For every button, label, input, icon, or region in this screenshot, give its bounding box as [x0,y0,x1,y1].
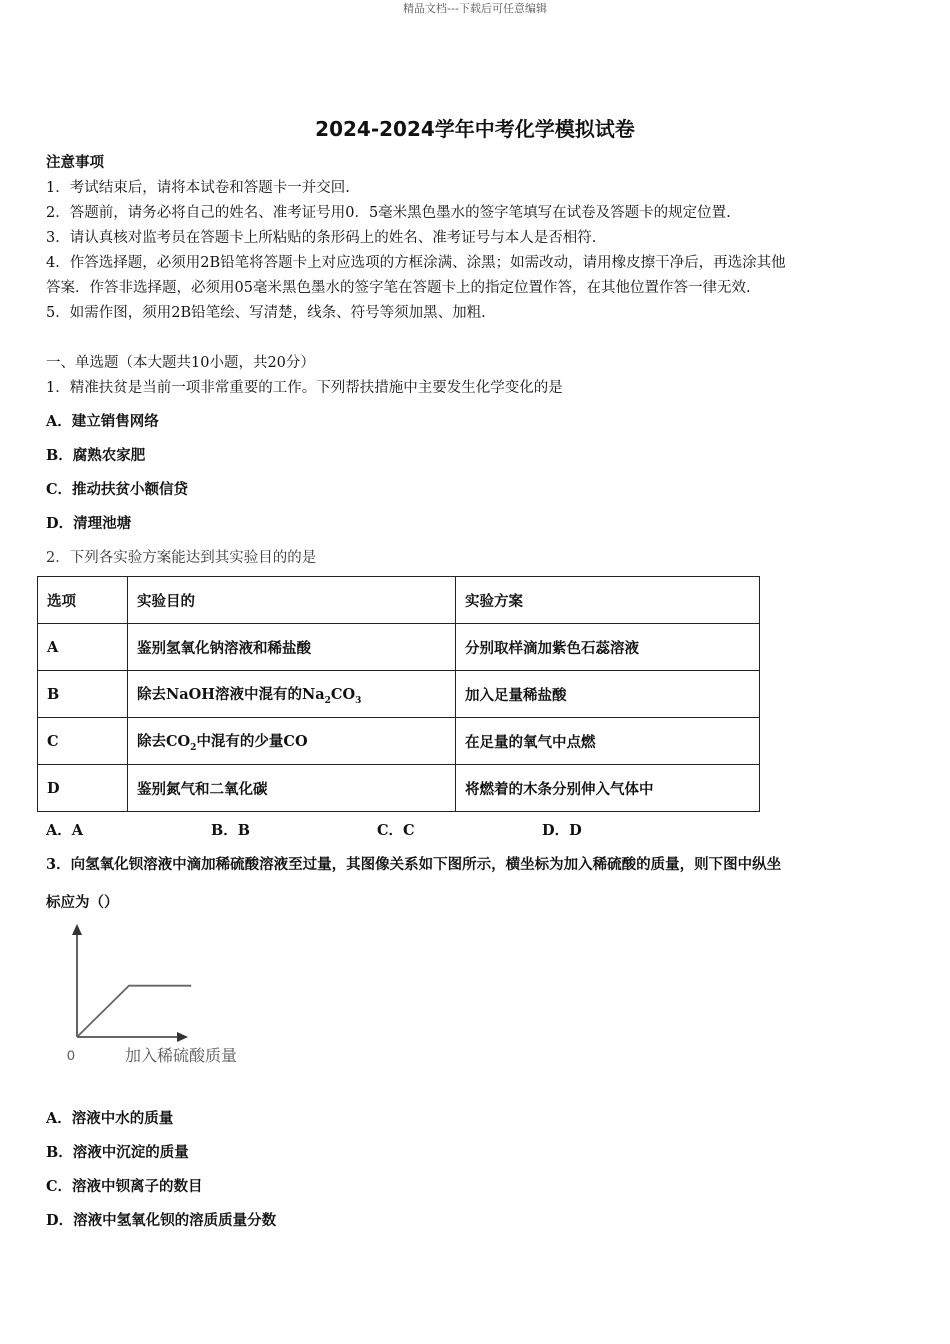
subscript: 2 [324,695,331,706]
exam-title: 2024-2024学年中考化学模拟试卷 [315,117,635,141]
q2-choice-d: D．D [542,822,582,839]
notice-item-4-cont: 答案．作答非选择题，必须用05毫米黑色墨水的签字笔在答题卡上的指定位置作答，在其他位置作答一律无效. [46,280,751,296]
notice-item-2: 2．答题前，请务必将自己的姓名、准考证号用0．5毫米黑色墨水的签字笔填写在试卷及答题卡的规定位置. [46,205,731,221]
row-goal [128,624,456,671]
series-line [77,986,191,1037]
row-option: A [38,624,128,671]
q3-option-d: D．溶液中氢氧化钡的溶质质量分数 [46,1212,277,1229]
q1-option-c: C．推动扶贫小额信贷 [46,481,189,498]
q3-option-a: A．溶液中水的质量 [46,1110,174,1127]
row-plan: 将燃着的木条分别伸入气体中 [456,765,760,812]
header-plan: 实验方案 [456,577,760,624]
notice-item-1: 1．考试结束后，请将本试卷和答题卡一并交回. [46,180,350,196]
page-header: 精品文档---下载后可任意编辑 [403,2,547,15]
q3-stem-line1: 3．向氢氧化钡溶液中滴加稀硫酸溶液至过量，其图像关系如下图所示，横坐标为加入稀硫酸的质量，则下图中纵坐 [46,856,782,873]
q2-choice-a: A．A [46,822,84,839]
row-option: C [38,718,128,765]
section-heading: 一、单选题（本大题共10小题，共20分） [46,355,315,371]
q2-table [37,576,760,812]
row-plan: 加入足量稀盐酸 [456,671,760,718]
q2-choice-c: C．C [377,822,415,839]
row-option: B [38,671,128,718]
q3-option-b: B．溶液中沉淀的质量 [46,1144,189,1161]
subscript: 2 [190,742,197,753]
subscript: 3 [355,695,362,706]
table-row [38,671,760,718]
q1-option-a: A．建立销售网络 [46,413,159,430]
header-goal: 实验目的 [128,577,456,624]
goal-text: 除去CO [137,732,191,750]
origin-label: 0 [67,1047,75,1063]
row-plan: 分别取样滴加紫色石蕊溶液 [456,624,760,671]
notice-item-3: 3．请认真核对监考员在答题卡上所粘贴的条形码上的姓名、准考证号与本人是否相符. [46,230,597,246]
notice-item-5: 5．如需作图，须用2B铅笔绘、写清楚，线条、符号等须加黑、加粗. [46,305,486,321]
table-row [38,765,760,812]
notice-heading: 注意事项 [46,154,104,171]
row-goal [128,765,456,812]
goal-text: 鉴别氮气和二氧化碳 [137,780,268,798]
header-option: 选项 [38,577,128,624]
table-header-row [38,577,760,624]
notice-item-4: 4．作答选择题，必须用2B铅笔将答题卡上对应选项的方框涂满、涂黑；如需改动，请用橡皮擦干净后，再选涂其他 [46,255,786,271]
x-axis-arrow [177,1032,188,1042]
y-axis-arrow [72,924,82,935]
q1-stem: 1．精准扶贫是当前一项非常重要的工作。下列帮扶措施中主要发生化学变化的是 [46,380,563,396]
row-option: D [38,765,128,812]
goal-text-cont: CO [330,685,356,703]
table-row [38,624,760,671]
q1-option-b: B．腐熟农家肥 [46,447,146,464]
table-row [38,718,760,765]
row-plan: 在足量的氧气中点燃 [456,718,760,765]
row-goal [128,718,456,765]
goal-text-cont: 中混有的少量CO [196,732,308,750]
q3-chart [55,920,275,1070]
q3-option-c: C．溶液中钡离子的数目 [46,1178,203,1195]
q3-stem-line2: 标应为（） [46,894,119,911]
goal-text: 除去NaOH溶液中混有的Na [137,685,325,703]
goal-text: 鉴别氢氧化钠溶液和稀盐酸 [137,639,311,657]
row-goal [128,671,456,718]
x-axis-label: 加入稀硫酸质量 [125,1046,238,1065]
q1-option-d: D．清理池塘 [46,515,132,532]
q2-choice-b: B．B [211,822,251,839]
q2-stem: 2．下列各实验方案能达到其实验目的的是 [46,550,317,566]
